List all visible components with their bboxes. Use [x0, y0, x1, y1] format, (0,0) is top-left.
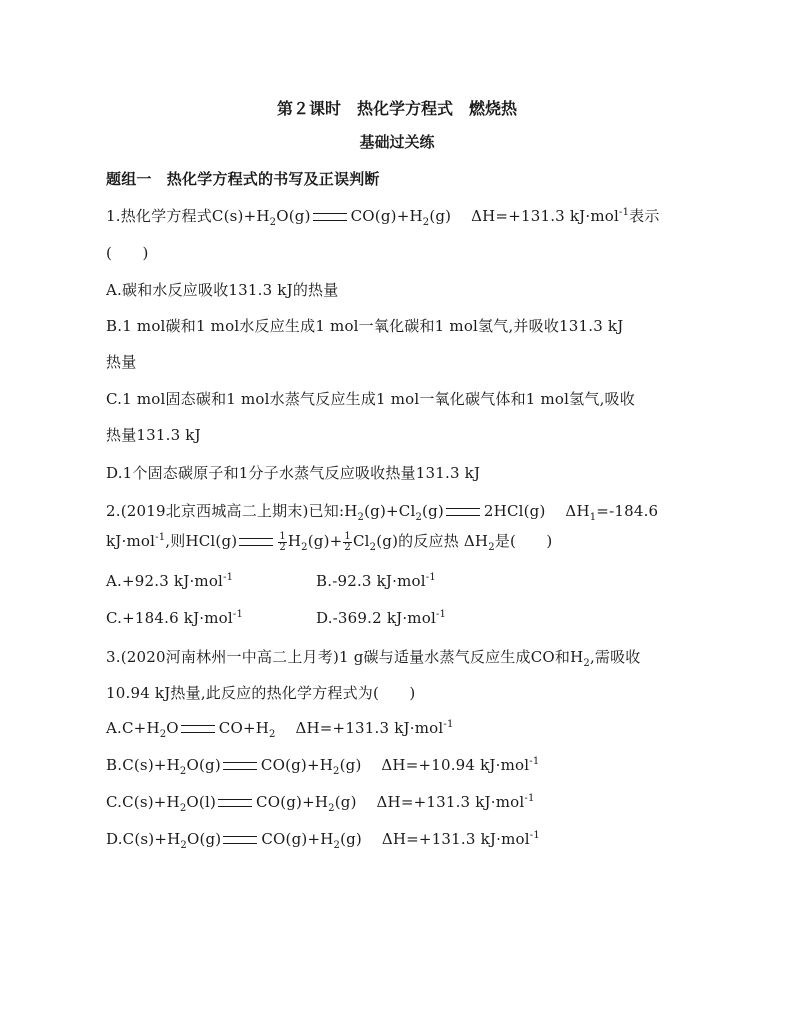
- equals-sign: [218, 799, 252, 807]
- q1-option-b-line2: 热量: [106, 353, 137, 371]
- q2-stem-line2: kJ·mol$^{-1}$,则HCl(g) $\frac{1}{2}$ $H_2(g)+$ $\frac{1}{2}$ $Cl_2(g)$的反应热 $\Delta H_2$是( ): [106, 530, 553, 553]
- q1-option-c-line1: C.1 mol固态碳和1 mol水蒸气反应生成1 mol一氧化碳气体和1 mol氢气,吸收: [106, 390, 635, 408]
- q1-option-b-line1: B.1 mol碳和1 mol水反应生成1 mol一氧化碳和1 mol氢气,并吸收131.3 kJ: [106, 317, 624, 335]
- equals-sign: [239, 538, 273, 546]
- q2-stem-line1: 2.(2019北京西城高二上期末)已知$:H_2(g)+Cl_2(g)$ 2HCl(g) $\Delta H_1=-184.6$: [106, 502, 659, 523]
- q3-option-d: $D.C(s)+H_2O(g)$ $CO(g)+H_2(g)$ ΔH=+131.3 kJ·mol$^{-1}$: [106, 830, 540, 851]
- page-title: 第２课时 热化学方程式 燃烧热: [276, 99, 517, 118]
- group-heading: 题组一 热化学方程式的书写及正误判断: [106, 170, 380, 188]
- q3-option-c: $C.C(s)+H_2O(l)$ $CO(g)+H_2(g)$ ΔH=+131.3 kJ·mol$^{-1}$: [106, 793, 535, 814]
- q3-stem-line1: 3.(2020河南林州一中高二上月考)1 g碳与适量水蒸气反应生成CO和$H_2$,需吸收: [106, 648, 641, 669]
- q2-option-d: D.-369.2 kJ·mol$^{-1}$: [316, 609, 447, 627]
- q1-option-a: A.碳和水反应吸收131.3 kJ的热量: [106, 281, 339, 299]
- fraction-half: $\frac{1}{2}$: [279, 530, 286, 553]
- q2-option-b: B.-92.3 kJ·mol$^{-1}$: [316, 572, 436, 590]
- equals-sign: [223, 836, 257, 844]
- section-subtitle: 基础过关练: [359, 133, 435, 151]
- equals-sign: [446, 508, 480, 516]
- q1-stem: 1.热化学方程式$C(s)+H_2O(g)$ $CO(g)+H_2(g)$ ΔH=+131.3 kJ·mol$^{-1}$表示: [106, 207, 660, 228]
- equals-sign: [223, 762, 257, 770]
- q1-option-c-line2: 热量131.3 kJ: [106, 426, 201, 444]
- q3-option-a: $A.C+H_2O$ $CO+H_2$ ΔH=+131.3 kJ·mol$^{-1}$: [106, 719, 454, 740]
- q1-option-d: D.1个固态碳原子和1分子水蒸气反应吸收热量131.3 kJ: [106, 464, 481, 482]
- q2-options-row1: [106, 572, 233, 590]
- q3-stem-line2: 10.94 kJ热量,此反应的热化学方程式为( ): [106, 684, 416, 702]
- q2-option-a: A.+92.3 kJ·mol$^{-1}$: [106, 572, 234, 590]
- q3-option-b: $B.C(s)+H_2O(g)$ $CO(g)+H_2(g)$ ΔH=+10.94 kJ·mol$^{-1}$: [106, 756, 540, 777]
- fraction-half: $\frac{1}{2}$: [344, 530, 351, 553]
- equals-sign: [181, 725, 215, 733]
- q1-answer-paren: ( ): [106, 244, 149, 262]
- equals-sign: [313, 213, 347, 221]
- q2-option-c: C.+184.6 kJ·mol$^{-1}$: [106, 609, 244, 627]
